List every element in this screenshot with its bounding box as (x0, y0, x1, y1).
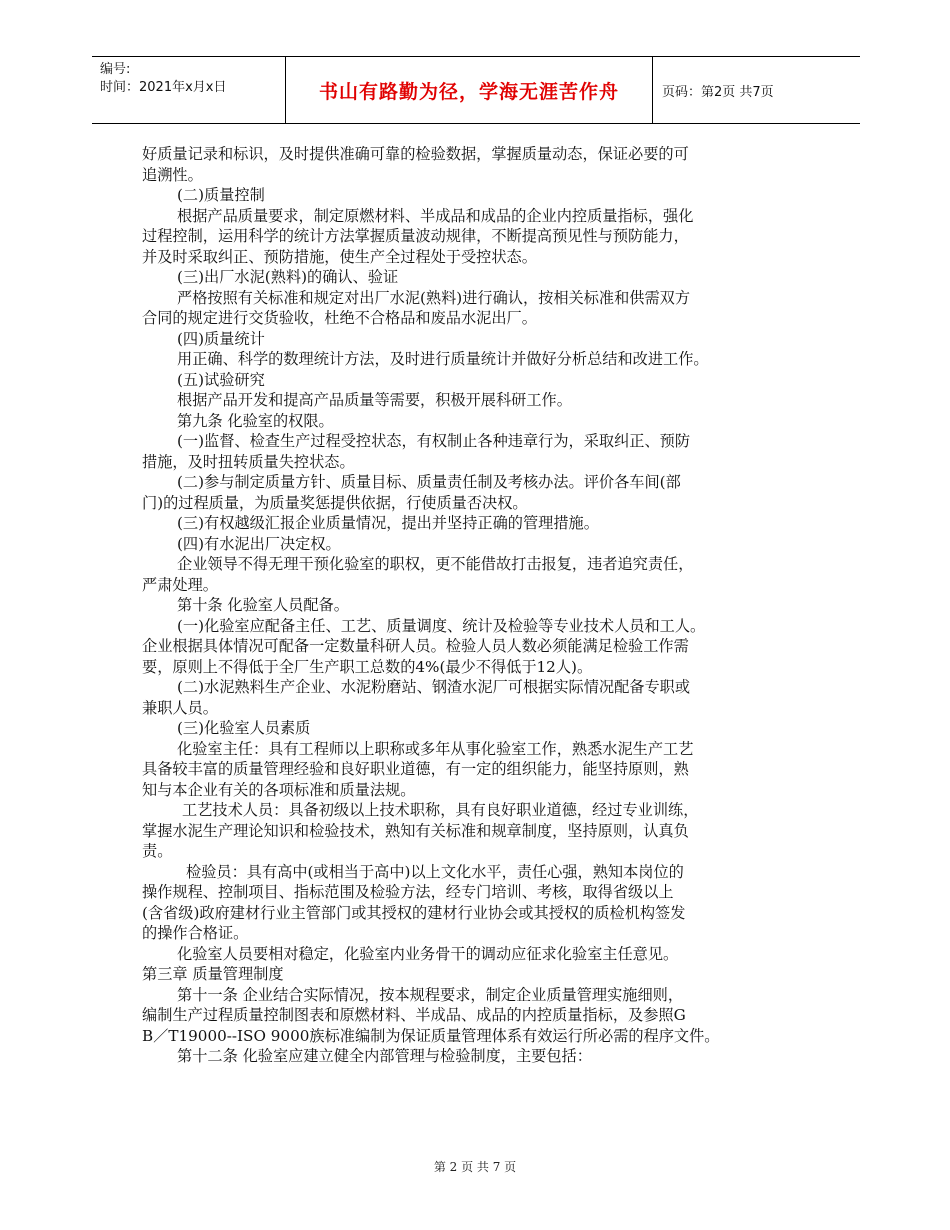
text-line: 的操作合格证。 (142, 924, 249, 942)
text-line: 过程控制，运用科学的统计方法掌握质量波动规律，不断提高预见性与预防能力， (142, 227, 689, 245)
text-line: (三)有权越级汇报企业质量情况，提出并坚持正确的管理措施。 (177, 514, 599, 532)
text-line: 工艺技术人员：具备初级以上技术职称，具有良好职业道德，经过专业训练， (182, 801, 699, 819)
text-line: 严格按照有关标准和规定对出厂水泥(熟料)进行确认，按相关标准和供需双方 (177, 288, 691, 307)
text-line: 兼职人员。 (142, 698, 218, 717)
text-line: (二)参与制定质量方针、质量目标、质量责任制及考核办法。评价各车间(部 (177, 473, 681, 491)
text-line: (一)监督、检查生产过程受控状态，有权制止各种违章行为，采取纠正、预防 (177, 432, 691, 450)
page-header (92, 56, 860, 124)
header-meta (92, 57, 286, 123)
text-line: 化验室主任：具有工程师以上职称或多年从事化验室工作，熟悉水泥生产工艺 (177, 739, 694, 758)
text-line: 责。 (142, 842, 173, 860)
text-line: 并及时采取纠正、预防措施，使生产全过程处于受控状态。 (142, 247, 537, 266)
section-heading: (五)试验研究 (177, 370, 265, 389)
text-line: 根据产品质量要求，制定原燃材料、半成品和成品的企业内控质量指标，强化 (177, 206, 694, 225)
text-line: 知与本企业有关的各项标准和质量法规。 (142, 780, 416, 799)
chapter-heading: 第三章 质量管理制度 (142, 965, 284, 983)
article-heading: 第十二条 化验室应建立健全内部管理与检验制度，主要包括： (177, 1047, 592, 1065)
text-line: 用正确、科学的数理统计方法，及时进行质量统计并做好分析总结和改进工作。 (177, 350, 709, 368)
text-line: 合同的规定进行交货验收，杜绝不合格品和废品水泥出厂。 (142, 309, 537, 327)
text-line: (二)水泥熟料生产企业、水泥粉磨站、钢渣水泥厂可根据实际情况配备专职或 (177, 678, 691, 696)
text-line: 好质量记录和标识，及时提供准确可靠的检验数据，掌握质量动态，保证必要的可 (142, 145, 689, 163)
text-line: 追溯性。 (142, 165, 203, 184)
header-motto: 书山有路勤为径，学海无涯苦作舟 (286, 57, 653, 123)
section-heading: (四)质量统计 (177, 329, 265, 348)
document-body (142, 144, 832, 1067)
text-line: 要，原则上不得低于全厂生产职工总数的4%(最少不得低于12人)。 (142, 657, 593, 676)
text-line: 编制生产过程质量控制图表和原燃材料、半成品、成品的内控质量指标，及参照G (142, 1006, 686, 1024)
section-heading: (二)质量控制 (177, 186, 265, 204)
text-line: 具备较丰富的质量管理经验和良好职业道德，有一定的组织能力，能坚持原则，熟 (142, 760, 689, 778)
text-line: 企业根据具体情况可配备一定数量科研人员。检验人员人数必须能满足检验工作需 (142, 637, 689, 655)
text-line: (四)有水泥出厂决定权。 (177, 534, 341, 553)
section-heading: (三)化验室人员素质 (177, 719, 311, 737)
text-line: 企业领导不得无理干预化验室的职权，更不能借故打击报复，违者追究责任， (177, 555, 694, 573)
document-time-label: 时间：2021年x月x日 (100, 80, 227, 95)
document-number-label: 编号: (100, 62, 131, 77)
text-line: 掌握水泥生产理论知识和检验技术，熟知有关标准和规章制度，坚持原则，认真负 (142, 821, 689, 840)
page-footer: 第 2 页 共 7 页 (433, 1160, 517, 1174)
text-line: 措施，及时扭转质量失控状态。 (142, 452, 355, 471)
text-line: 门)的过程质量，为质量奖惩提供依据，行使质量否决权。 (142, 493, 528, 512)
text-line: 严肃处理。 (142, 575, 218, 594)
text-line: 根据产品开发和提高产品质量等需要，积极开展科研工作。 (177, 391, 572, 409)
text-line: 检验员：具有高中(或相当于高中)以上文化水平，责任心强，熟知本岗位的 (186, 862, 684, 881)
text-line: 化验室人员要相对稳定，化验室内业务骨干的调动应征求化验室主任意见。 (177, 944, 679, 963)
text-line: (一)化验室应配备主任、工艺、质量调度、统计及检验等专业技术人员和工人。 (177, 616, 706, 635)
text-line: 操作规程、控制项目、指标范围及检验方法，经专门培训、考核，取得省级以上 (142, 883, 674, 901)
section-heading: (三)出厂水泥(熟料)的确认、验证 (177, 268, 399, 286)
text-line: (含省级)政府建材行业主管部门或其授权的建材行业协会或其授权的质检机构签发 (142, 903, 686, 922)
header-page-number: 页码：第2页 共7页 (662, 84, 774, 100)
article-heading: 第十条 化验室人员配备。 (177, 596, 349, 614)
article-heading: 第十一条 企业结合实际情况，按本规程要求，制定企业质量管理实施细则， (177, 985, 684, 1004)
text-line: B／T19000--ISO 9000族标准编制为保证质量管理体系有效运行所必需的程序文件。 (142, 1026, 720, 1045)
article-heading: 第九条 化验室的权限。 (177, 411, 334, 430)
